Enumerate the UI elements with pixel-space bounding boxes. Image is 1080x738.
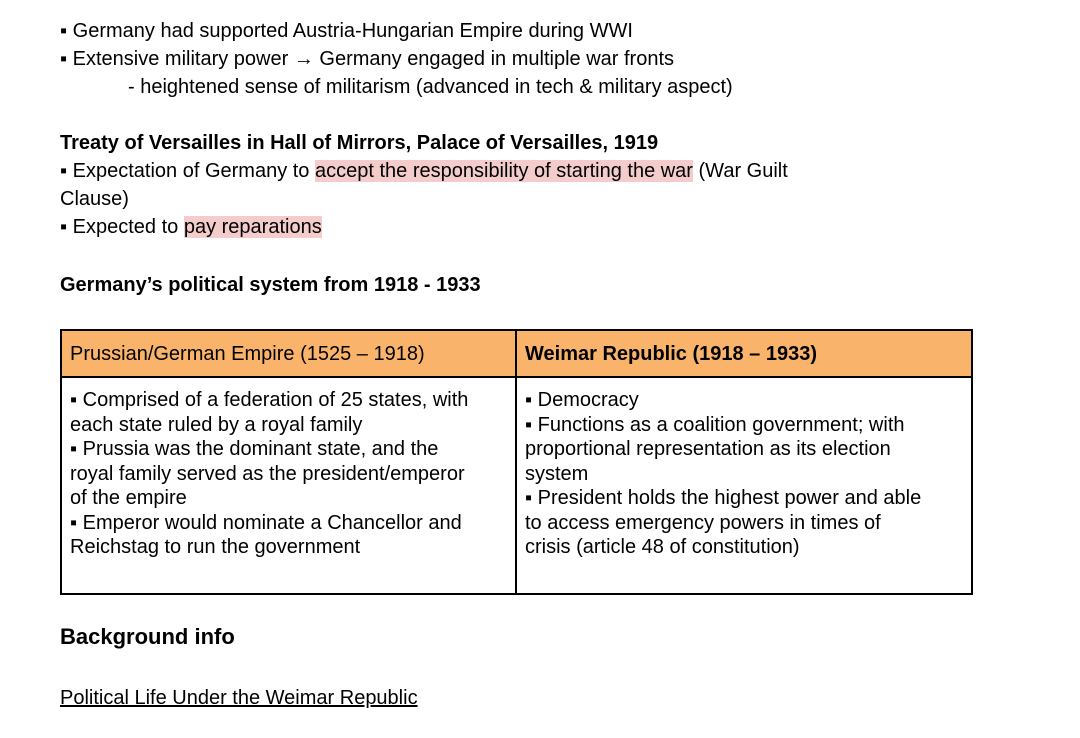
cell-line: ▪ Prussia was the dominant state, and the: [70, 438, 439, 460]
cell-line: Reichstag to run the government: [70, 536, 361, 558]
reparations-text-pre: ▪ Expected to: [60, 216, 184, 238]
bullet-reparations: [60, 213, 322, 241]
cell-line: ▪ Comprised of a federation of 25 states, with: [70, 389, 469, 411]
cell-weimar-republic: [516, 377, 972, 594]
cell-line: royal family served as the president/emperor: [70, 462, 465, 485]
political-system-table: [60, 329, 973, 595]
header-weimar-republic: Weimar Republic (1918 – 1933): [516, 330, 972, 377]
cell-line: ▪ Functions as a coalition government; with: [525, 413, 905, 436]
cell-line: each state ruled by a royal family: [70, 413, 363, 436]
bullet-war-guilt: [60, 157, 788, 185]
war-guilt-text-pre: ▪ Expectation of Germany to: [60, 160, 315, 182]
bullet-war-guilt-continued: Clause): [60, 188, 129, 210]
political-system-heading: Germany’s political system from 1918 - 1933: [60, 274, 481, 296]
cell-line: crisis (article 48 of constitution): [525, 536, 800, 558]
bullet-military-power: ▪ Extensive military power → Germany engaged in multiple war fronts: [60, 48, 675, 70]
cell-line: system: [525, 462, 589, 485]
header-prussian-empire: Prussian/German Empire (1525 – 1918): [61, 330, 516, 377]
cell-line: proportional representation as its election: [525, 438, 891, 460]
war-guilt-text-post: (War Guilt: [692, 160, 788, 182]
table-row: [61, 377, 972, 594]
table-header-row: [61, 330, 972, 377]
weimar-political-life-link[interactable]: Political Life Under the Weimar Republic: [60, 687, 418, 709]
bullet-austria-hungary: ▪ Germany had supported Austria-Hungarian Empire during WWI: [60, 20, 633, 42]
cell-line: to access emergency powers in times of: [525, 511, 881, 534]
sub-bullet-militarism: - heightened sense of militarism (advanced in tech & military aspect): [128, 76, 733, 98]
reparations-highlight: pay reparations: [183, 216, 322, 238]
cell-prussian-empire: [61, 377, 516, 594]
cell-line: ▪ President holds the highest power and able: [525, 487, 922, 509]
cell-line: of the empire: [70, 487, 187, 509]
cell-line: ▪ Democracy: [525, 389, 639, 411]
treaty-heading: Treaty of Versailles in Hall of Mirrors, Palace of Versailles, 1919: [60, 132, 659, 154]
war-guilt-highlight: accept the responsibility of starting the war: [315, 160, 693, 182]
cell-line: ▪ Emperor would nominate a Chancellor and: [70, 511, 462, 534]
background-info-heading: Background info: [60, 624, 235, 649]
